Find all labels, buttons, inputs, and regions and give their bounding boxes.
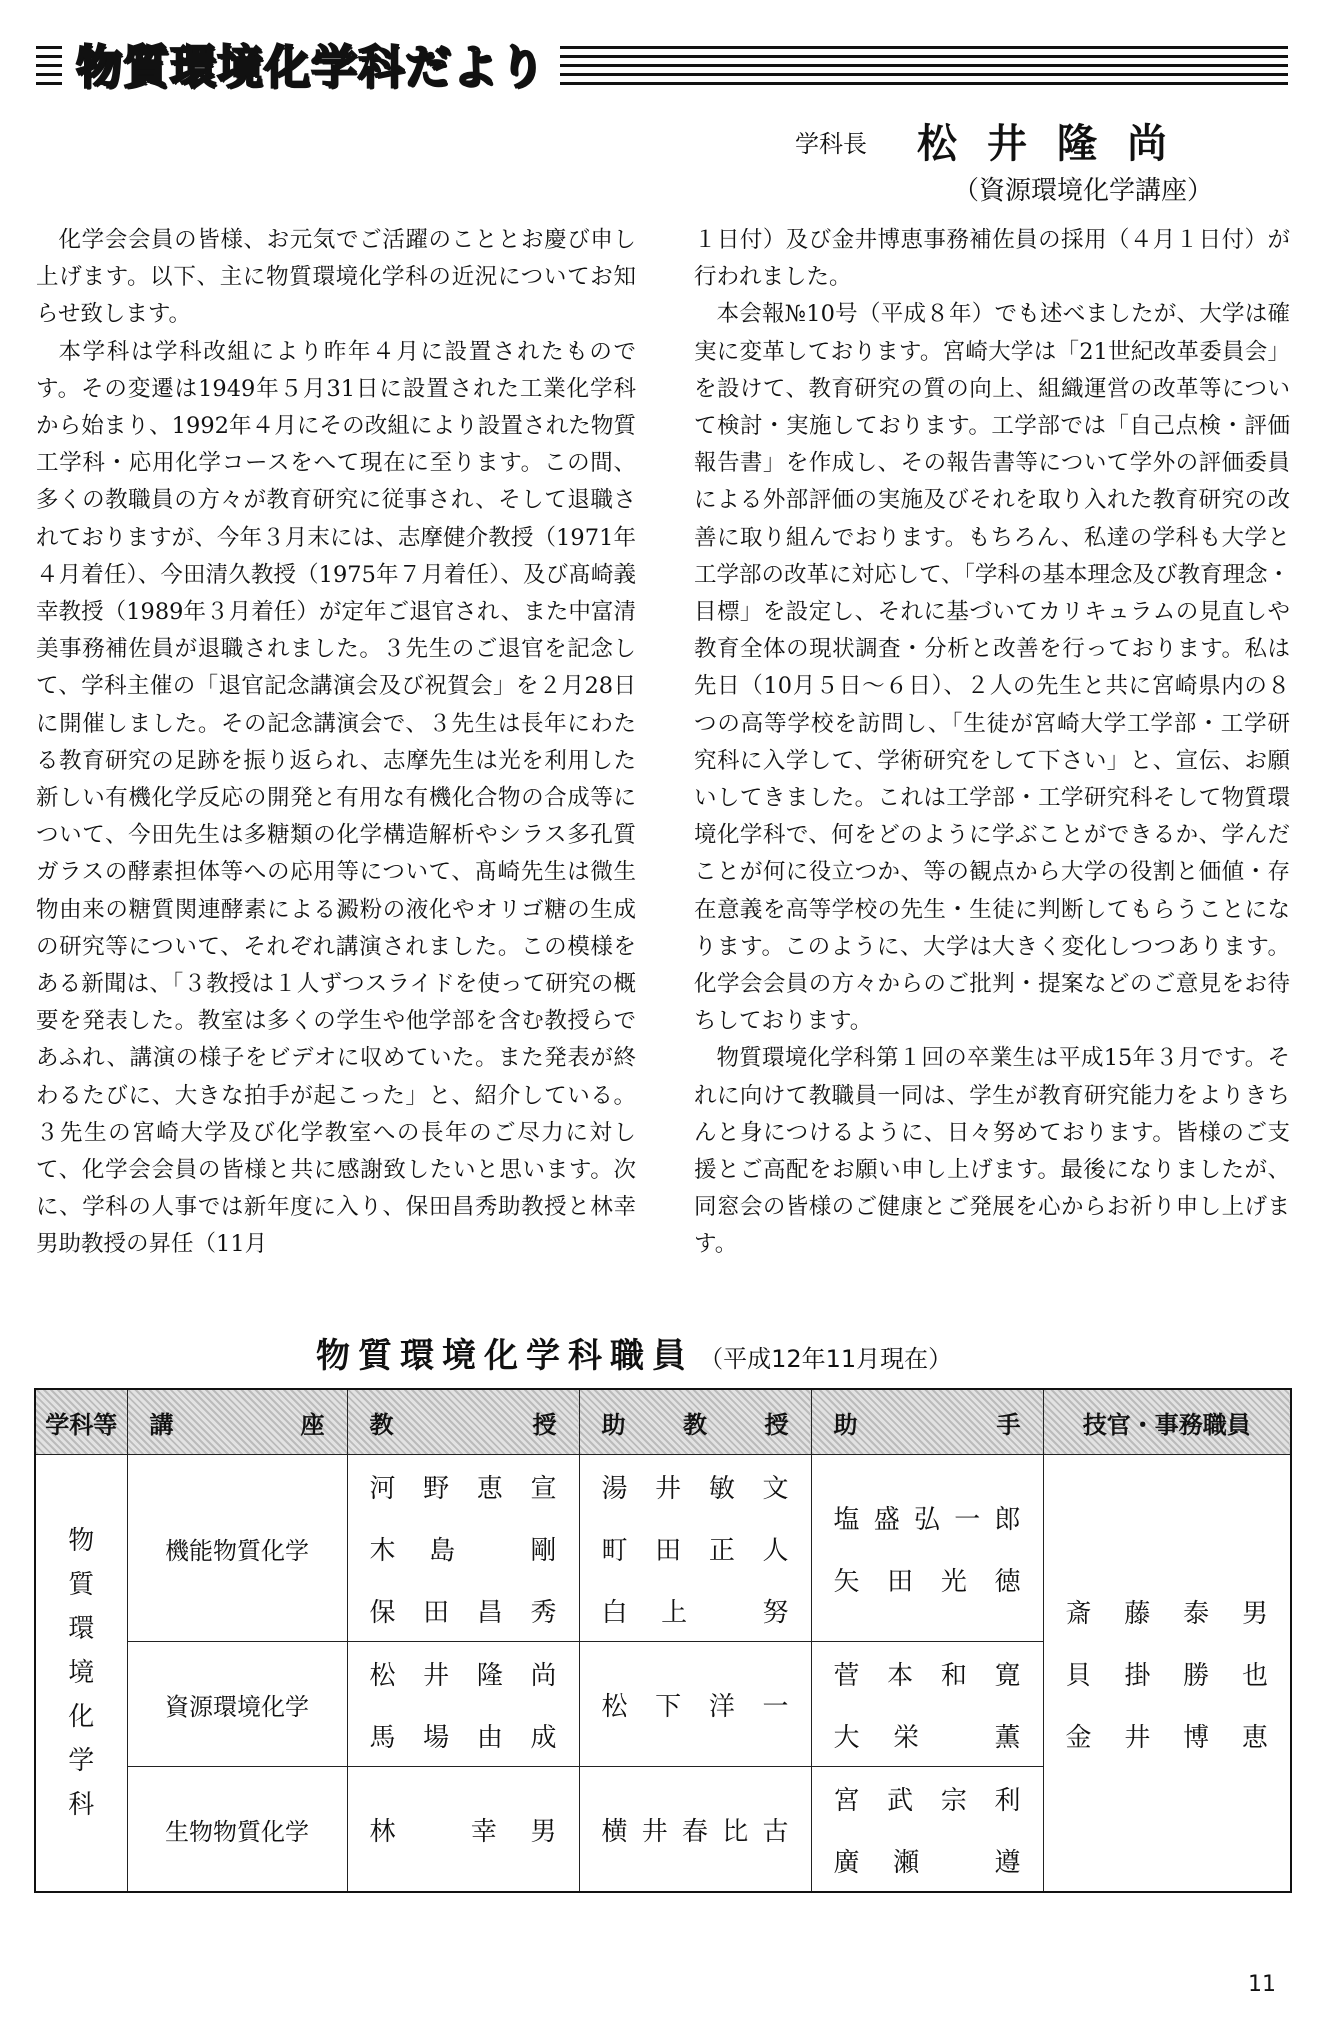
name-char: 矢 xyxy=(833,1566,860,1597)
name-char: 大 xyxy=(833,1722,860,1753)
staff-name xyxy=(812,1767,1043,1829)
staff-name xyxy=(580,1455,811,1517)
header-chair xyxy=(127,1389,347,1455)
name-char: 男 xyxy=(1241,1598,1268,1629)
name-char: 利 xyxy=(994,1785,1021,1816)
name-char: 保 xyxy=(369,1597,396,1628)
name-char: 和 xyxy=(940,1660,967,1691)
assist-cell xyxy=(811,1767,1043,1893)
name-char: 湯 xyxy=(601,1473,628,1504)
spread-text xyxy=(812,1405,1043,1440)
name-char: 一 xyxy=(954,1504,981,1535)
author-name: 松井隆尚 xyxy=(917,121,1197,167)
header-char: 助 xyxy=(601,1410,626,1439)
name-char: 廣 xyxy=(833,1847,860,1878)
name-char: 寛 xyxy=(994,1660,1021,1691)
table-row xyxy=(35,1455,1291,1642)
page-number: 11 xyxy=(1248,1972,1276,1997)
name-char: 郎 xyxy=(994,1504,1021,1535)
article-column-left xyxy=(36,222,636,1264)
name-char: 塩 xyxy=(833,1504,860,1535)
name-char: 横 xyxy=(601,1816,628,1847)
name-char xyxy=(953,1720,961,1750)
prof-cell xyxy=(347,1767,579,1893)
name-char: 木 xyxy=(369,1535,396,1566)
name-char: 薫 xyxy=(994,1722,1021,1753)
name-char xyxy=(953,1845,961,1875)
name-char: 菅 xyxy=(833,1660,860,1691)
staff-name xyxy=(580,1579,811,1641)
staff-name xyxy=(580,1798,811,1860)
spread-text xyxy=(348,1405,579,1440)
name-char: 島 xyxy=(429,1535,456,1566)
staff-name xyxy=(348,1579,579,1641)
author-role: 学科長 xyxy=(795,130,867,158)
paragraph: 本学科は学科改組により昨年４月に設置されたものです。その変遷は1949年５月31日に設置された工業化学科から始まり、1992年４月にその改組により設置された物質工学科・応用化学コースをへて現在に至ります。この間、多くの教職員の方々が教育研究に従事され、そして退職されておりますが、今年３月末には、志摩健介教授（1971年４月着任）、今田清久教授（1975年７月着任）、及び髙崎義幸教授（1989年３月着任）が定年ご退官され、また中富清美事務補佐員が退職されました。３先生のご退官を記念して、学科主催の「退官記念講演会及び祝賀会」を２月28日に開催しました。その記念講演会で、３先生は長年にわたる教育研究の足跡を振り返られ、志摩先生は光を利用した新しい有機化学反応の開発と有用な有機化合物の合成等について、今田先生は多糖類の化学構造解析やシラス多孔質ガラスの酵素担体等への応用等について、髙崎先生は微生物由来の糖質関連酵素による澱粉の液化やオリゴ糖の生成の研究等について、それぞれ講演されました。この模様をある新聞は、「３教授は１人ずつスライドを使って研究の概要を発表した。教室は多くの学生や他学部を含む教授らであふれ、講演の様子をビデオに収めていた。また発表が終わるたびに、大きな拍手が起こった」と、紹介している。３先生の宮崎大学及び化学教室への長年のご尽力に対して、化学会会員の皆様と共に感謝致したいと思います。次に、学科の人事では新年度に入り、保田昌秀助教授と林幸男助教授の昇任（11月 xyxy=(36,338,636,1258)
spread-text xyxy=(580,1405,811,1440)
staff-name xyxy=(812,1642,1043,1704)
name-char: 河 xyxy=(369,1473,396,1504)
name-char: 比 xyxy=(722,1816,749,1847)
name-char: 泰 xyxy=(1183,1598,1210,1629)
header-char: 授 xyxy=(764,1410,789,1439)
name-char: 井 xyxy=(1124,1722,1151,1753)
paragraph: １日付）及び金井博恵事務補佐員の採用（４月１日付）が行われました。 xyxy=(694,227,1290,291)
staff-name xyxy=(812,1486,1043,1548)
name-char: 野 xyxy=(423,1473,450,1504)
tech-cell xyxy=(1043,1455,1291,1893)
header-assoc xyxy=(579,1389,811,1455)
header-tech: 技官・事務職員 xyxy=(1043,1389,1291,1455)
name-char: 一 xyxy=(762,1691,789,1722)
name-char: 光 xyxy=(940,1566,967,1597)
header-char: 教 xyxy=(683,1410,707,1439)
name-char: 金 xyxy=(1065,1722,1092,1753)
name-char: 上 xyxy=(661,1597,688,1628)
staff-name xyxy=(812,1548,1043,1610)
name-char: 也 xyxy=(1241,1660,1268,1691)
name-char: 宣 xyxy=(530,1473,557,1504)
name-char: 松 xyxy=(601,1691,628,1722)
name-char: 恵 xyxy=(1241,1722,1268,1753)
name-char: 剛 xyxy=(530,1535,557,1566)
staff-name xyxy=(348,1704,579,1766)
paragraph: 化学会会員の皆様、お元気でご活躍のこととお慶び申し上げます。以下、主に物質環境化学科の近況についてお知らせ致します。 xyxy=(36,227,636,328)
staff-table xyxy=(34,1388,1292,1893)
name-char: 由 xyxy=(476,1722,503,1753)
name-char: 馬 xyxy=(369,1722,396,1753)
name-char: 男 xyxy=(530,1816,557,1847)
name-char: 貝 xyxy=(1065,1660,1092,1691)
spread-text xyxy=(128,1405,347,1440)
name-char: 井 xyxy=(655,1473,682,1504)
table-header-row xyxy=(35,1389,1291,1455)
name-char: 人 xyxy=(762,1535,789,1566)
chair-cell: 生物物質化学 xyxy=(127,1767,347,1893)
header-assist xyxy=(811,1389,1043,1455)
section-banner xyxy=(36,38,1288,96)
assoc-cell xyxy=(579,1455,811,1642)
header-dept: 学科等 xyxy=(35,1389,127,1455)
assist-cell xyxy=(811,1455,1043,1642)
name-char: 斎 xyxy=(1065,1598,1092,1629)
name-char: 下 xyxy=(655,1691,682,1722)
assoc-cell xyxy=(579,1642,811,1767)
name-char: 洋 xyxy=(708,1691,735,1722)
staff-title-main: 物質環境化学科職員 xyxy=(316,1336,694,1376)
header-char: 授 xyxy=(532,1410,557,1439)
name-char: 松 xyxy=(369,1660,396,1691)
name-char: 藤 xyxy=(1124,1598,1151,1629)
name-char: 恵 xyxy=(476,1473,503,1504)
name-char: 宮 xyxy=(833,1785,860,1816)
name-char: 古 xyxy=(762,1816,789,1847)
name-char: 敏 xyxy=(708,1473,735,1504)
name-char: 昌 xyxy=(476,1597,503,1628)
name-char xyxy=(489,1533,497,1563)
prof-cell xyxy=(347,1642,579,1767)
header-char: 手 xyxy=(996,1410,1021,1439)
name-char: 成 xyxy=(530,1722,557,1753)
name-char: 博 xyxy=(1183,1722,1210,1753)
staff-name xyxy=(580,1673,811,1735)
name-char: 徳 xyxy=(994,1566,1021,1597)
name-char: 栄 xyxy=(893,1722,920,1753)
name-char: 林 xyxy=(369,1816,396,1847)
name-char: 田 xyxy=(887,1566,914,1597)
name-char: 隆 xyxy=(476,1660,503,1691)
chair-cell: 機能物質化学 xyxy=(127,1455,347,1642)
banner-title: 物質環境化学科だより xyxy=(62,36,560,98)
author-affiliation: （資源環境化学講座） xyxy=(953,176,1214,206)
name-char: 瀬 xyxy=(893,1847,920,1878)
name-char: 正 xyxy=(708,1535,735,1566)
staff-name xyxy=(348,1642,579,1704)
assoc-cell xyxy=(579,1767,811,1893)
assist-cell xyxy=(811,1642,1043,1767)
header-char: 座 xyxy=(300,1410,325,1439)
chair-cell: 資源環境化学 xyxy=(127,1642,347,1767)
staff-name xyxy=(580,1517,811,1579)
name-char: 場 xyxy=(423,1722,450,1753)
prof-cell xyxy=(347,1455,579,1642)
name-char: 宗 xyxy=(940,1785,967,1816)
header-prof xyxy=(347,1389,579,1455)
name-char: 春 xyxy=(681,1816,708,1847)
name-char: 尚 xyxy=(530,1660,557,1691)
name-char: 田 xyxy=(423,1597,450,1628)
staff-name xyxy=(348,1455,579,1517)
header-char: 助 xyxy=(833,1410,858,1439)
staff-name xyxy=(812,1704,1043,1766)
name-char: 勝 xyxy=(1183,1660,1210,1691)
name-char: 武 xyxy=(887,1785,914,1816)
header-char: 教 xyxy=(369,1410,394,1439)
header-char: 講 xyxy=(149,1410,174,1439)
name-char xyxy=(721,1595,729,1625)
name-char xyxy=(429,1814,437,1844)
paragraph: 物質環境化学科第１回の卒業生は平成15年３月です。それに向けて教職員一同は、学生が教育研究能力をよりきちんと身につけるように、日々努めております。皆様のご支援とご高配をお願い申し上げます。最後になりましたが、同窓会の皆様のご健康とご発展を心からお祈り申し上げます。 xyxy=(694,1045,1290,1258)
name-char: 秀 xyxy=(530,1597,557,1628)
name-char: 盛 xyxy=(873,1504,900,1535)
dept-cell xyxy=(35,1455,127,1893)
name-char: 文 xyxy=(762,1473,789,1504)
article-column-right xyxy=(694,222,1290,1264)
name-char: 掛 xyxy=(1124,1660,1151,1691)
name-char: 田 xyxy=(655,1535,682,1566)
staff-name xyxy=(348,1517,579,1579)
staff-name xyxy=(348,1798,579,1860)
name-char: 白 xyxy=(601,1597,628,1628)
name-char: 町 xyxy=(601,1535,628,1566)
staff-title-date: （平成12年11月現在） xyxy=(699,1345,953,1373)
staff-table-title xyxy=(316,1328,952,1377)
staff-name xyxy=(1044,1580,1291,1642)
name-char: 本 xyxy=(887,1660,914,1691)
name-char: 井 xyxy=(641,1816,668,1847)
name-char: 遵 xyxy=(994,1847,1021,1878)
name-char: 努 xyxy=(762,1597,789,1628)
name-char: 幸 xyxy=(470,1816,497,1847)
staff-name xyxy=(1044,1642,1291,1704)
paragraph: 本会報№10号（平成８年）でも述べましたが、大学は確実に変革しております。宮崎大学は「21世紀改革委員会」を設けて、教育研究の質の向上、組織運営の改革等について検討・実施しております。工学部では「自己点検・評価報告書」を作成し、その報告書等について学外の評価委員による外部評価の実施及びそれを取り入れた教育研究の改善に取り組んでおります。もちろん、私達の学科も大学と工学部の改革に対応して、「学科の基本理念及び教育理念・目標」を設定し、それに基づいてカリキュラムの見直しや教育全体の現状調査・分析と改善を行っております。私は先日（10月５日～６日）、２人の先生と共に宮崎県内の８つの高等学校を訪問し、「生徒が宮崎大学工学部・工学研究科に入学して、学術研究をして下さい」と、宣伝、お願いしてきました。これは工学部・工学研究科そして物質環境化学科で、何をどのように学ぶことができるか、学んだことが何に役立つか、等の観点から大学の役割と価値・存在意義を高等学校の先生・生徒に判断してもらうことになります。このように、大学は大きく変化しつつあります。化学会会員の方々からのご批判・提案などのご意見をお待ちしております。 xyxy=(694,301,1290,1035)
staff-name xyxy=(1044,1704,1291,1766)
staff-name xyxy=(812,1829,1043,1891)
dept-name: 物質環境化学科 xyxy=(68,1526,95,1820)
name-char: 井 xyxy=(423,1660,450,1691)
name-char: 弘 xyxy=(913,1504,940,1535)
